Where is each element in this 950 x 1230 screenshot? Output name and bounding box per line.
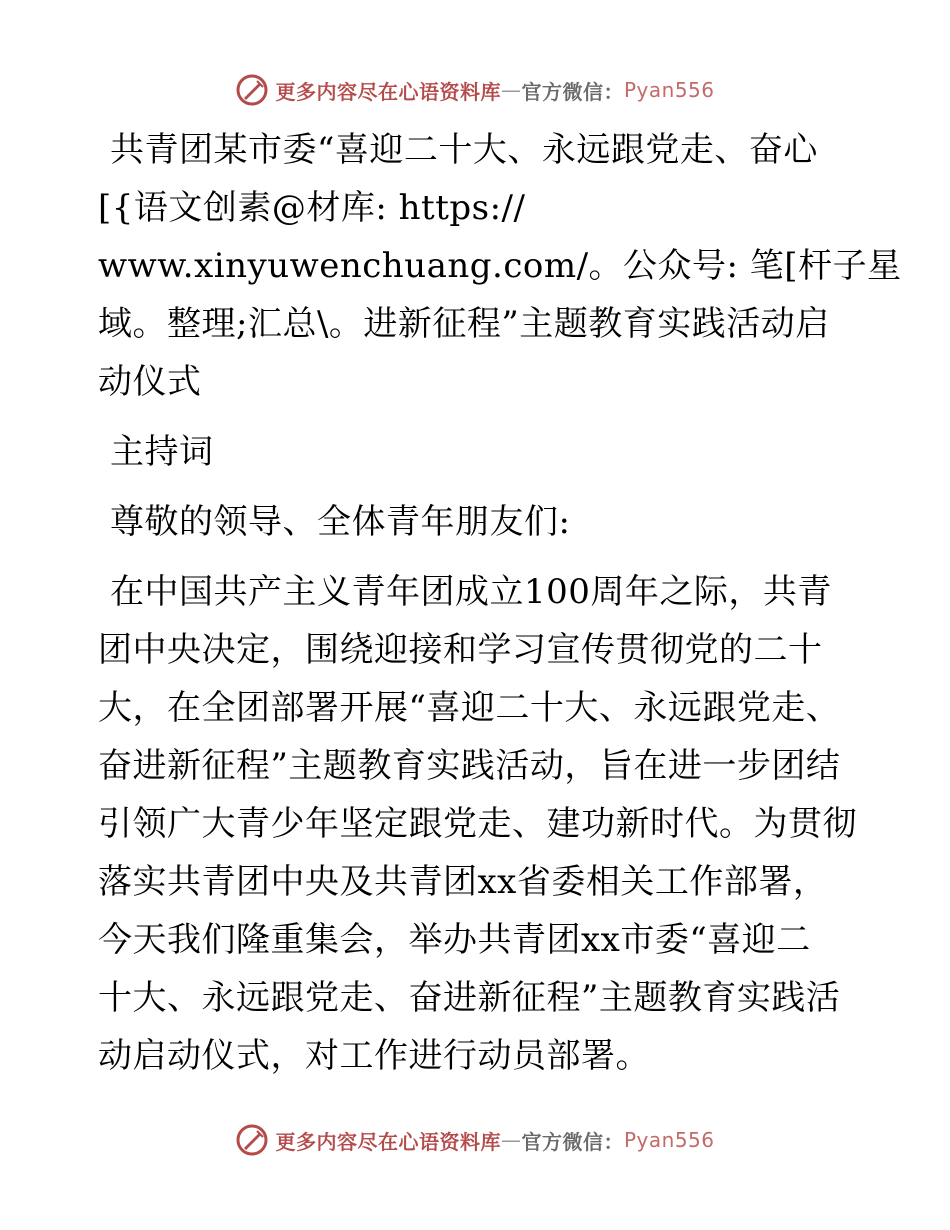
- document-subtitle: 主持词: [110, 432, 214, 472]
- paragraph-line: 奋进新征程”主题教育实践活动，旨在进一步团结: [98, 746, 841, 786]
- paragraph-line: 今天我们隆重集会，举办共青团xx市委“喜迎二: [98, 920, 811, 960]
- header-watermark: [0, 70, 950, 110]
- watermark-brand: 更多内容尽在心语资料库: [275, 79, 501, 104]
- watermark-wechat-id: Pyan556: [623, 1128, 715, 1152]
- watermark-dash: —: [500, 78, 522, 102]
- watermark-official: 官方微信：: [521, 79, 624, 104]
- greeting: 尊敬的领导、全体青年朋友们:: [110, 502, 571, 542]
- title-line: 共青团某市委“喜迎二十大、永远跟党走、奋心: [110, 130, 818, 170]
- paragraph-line: 十大、永远跟党走、奋进新征程”主题教育实践活: [98, 978, 841, 1018]
- title-line: 动仪式: [98, 362, 202, 402]
- watermark-wechat-id: Pyan556: [623, 78, 715, 102]
- paragraph-line: 团中央决定，围绕迎接和学习宣传贯彻党的二十: [98, 630, 823, 670]
- document-body: [98, 121, 902, 1085]
- paragraph-line: 在中国共产主义青年团成立100周年之际，共青: [110, 572, 832, 612]
- watermark-dash: —: [500, 1128, 522, 1152]
- body-paragraph: [98, 563, 858, 1085]
- quill-logo-icon: [235, 73, 269, 107]
- paragraph-line: 落实共青团中央及共青团xx省委相关工作部署，: [98, 862, 828, 902]
- document-title: [98, 121, 902, 411]
- paragraph-line: 动启动仪式，对工作进行动员部署。: [98, 1036, 650, 1076]
- watermark-brand: 更多内容尽在心语资料库: [275, 1129, 501, 1154]
- quill-logo-icon: [235, 1123, 269, 1157]
- title-line: [{语文创素@材库: https://: [98, 188, 526, 228]
- paragraph-line: 引领广大青少年坚定跟党走、建功新时代。为贯彻: [98, 804, 857, 844]
- paragraph-line: 大，在全团部署开展“喜迎二十大、永远跟党走、: [98, 688, 841, 728]
- watermark-official: 官方微信：: [521, 1129, 624, 1154]
- title-line: 域。整理;汇总\。进新征程”主题教育实践活动启: [98, 304, 830, 344]
- title-line: www.xinyuwenchuang.com/。公众号: 笔[杆子星: [98, 246, 902, 286]
- footer-watermark: [0, 1120, 950, 1160]
